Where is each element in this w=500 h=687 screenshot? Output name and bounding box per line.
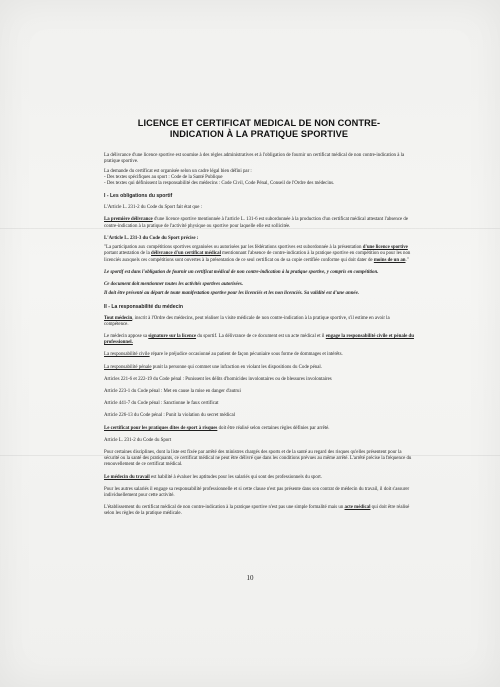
quote-validity-emphasis: moins de un an — [373, 257, 406, 263]
title-line-2: INDICATION À LA PRATIQUE SPORTIVE — [169, 129, 349, 139]
occupational-doctor-emphasis: Le médecin du travail — [104, 474, 150, 480]
document-mention: Ce document doit mentionner toutes les activités sportives autorisées. — [104, 282, 243, 288]
any-doctor-emphasis: Tout médecin — [104, 315, 133, 321]
signature-text-2: du sportif. La délivrance de ce document est un acte médical et il — [196, 334, 326, 340]
intro-bullet-sport: - Des textes spécifiques au sport : Code de la Santé Publique — [104, 174, 223, 180]
quote-part-1: "La participation aux compétitions sportives organisées ou autorisées par les fédérations sportives est subordonnée à la présentation — [104, 245, 363, 251]
penal-text: punit la personne qui commet une infraction en violant les dispositions du Code pénal. — [151, 364, 322, 370]
document-validity: Il doit être présenté au départ de toute manifestation sportive pour les licenciés et les non licenciés. Sa validité est d'une année. — [104, 291, 359, 297]
penal-emphasis: La responsabilité pénale — [104, 364, 152, 370]
civil-text: répare le préjudice occasionné au patient de façon pécuniaire sous forme de dommages et intérêts. — [149, 352, 343, 358]
quote-part-2: portant attestation de la — [104, 251, 151, 257]
risk-sport-emphasis: Le certificat pour les pratiques dites de sport à risques — [104, 425, 218, 431]
signature-emphasis: signature sur la licence — [148, 334, 197, 340]
title-line-1: LICENCE ET CERTIFICAT MEDICAL DE NON CONTRE- — [137, 118, 381, 128]
disciplines-paragraph: Pour certaines disciplines, dont la liste est fixée par arrêté des ministres chargés des sports et de la santé au regard des risques qu'elles présentent pour la sécurité ou la santé des pratiquants, ce certificat médical ne peut être délivré que dans les conditions prévues au même arrêté. L'arrêté précise la fréquence du renouvellement de ce certificat médical. — [104, 450, 412, 468]
quote-licence-emphasis: d'une licence sportive — [362, 245, 408, 251]
medical-act-text-1: L'établissement du certificat médical de non contre-indication à la pratique sportive n'est pas une simple formalité mais un — [104, 505, 345, 511]
any-doctor-text: , inscrit à l'Ordre des médecins, peut réaliser la visite médicale de non contre-indication à la pratique sportive, s'il estime en avoir la compétence. — [104, 315, 390, 327]
quote-part-4: ." — [405, 257, 409, 263]
quote-part-3: mentionnant l'absence de contre-indication à la pratique sportive en compétition ou pour les non licenciés auxquels ces compétitions sont ouvertes à la présentation de ce seul certificat ou de sa copie certifiée conforme qui doit dater de — [104, 251, 411, 263]
signature-paragraph — [104, 334, 414, 346]
occupational-doctor-text: est habilité à évaluer les aptitudes pour les salariés qui sont des professionnels du sport. — [149, 474, 323, 480]
signature-text-1: Le médecin appose sa — [104, 334, 149, 340]
first-delivery-emphasis: La première délivrance — [104, 217, 153, 223]
document-body — [104, 118, 414, 524]
civil-responsibility — [104, 352, 414, 358]
sportif-obligation: Le sportif est dans l'obligation de fournir un certificat médical de non contre-indication à la pratique sportive, y compris en compétition. — [104, 269, 379, 275]
penal-article-3: Article 441-7 du Code pénal : Sanctionne le faux certificat — [104, 401, 219, 407]
any-doctor-paragraph — [104, 316, 414, 328]
intro-legal-frame — [104, 169, 414, 188]
risk-sport-paragraph — [104, 426, 414, 432]
other-employees-paragraph: Pour les autres salariés il engage sa responsabilité professionnelle et si cette clause n'est pas présente dans son contrat de médecin du travail, il doit s'assurer individuellement pour cette activité. — [104, 486, 410, 499]
penal-article-4: Article 226-13 du Code pénal : Punit la violation du secret médical — [104, 413, 236, 419]
intro-frame-text: La demande du certificat est organisée selon un cadre légal bien défini par : — [104, 168, 252, 174]
risk-sport-text: doit être réalisé selon certaines règles définies par arrêté. — [217, 425, 330, 431]
medical-act-text-2: qui doit être réalisé selon les règles de la pratique médicale. — [104, 505, 410, 517]
code-sport-reference: Article L. 231-2 du Code du Sport — [104, 437, 172, 443]
section-1-heading: I - Les obligations du sportif — [104, 193, 173, 200]
page-number: 10 — [246, 574, 254, 582]
penal-article-1: Articles 221-6 et 222-19 du Code pénal : Punissent les délits d'homicides involontaires ou de blessures involontaires — [104, 376, 332, 382]
section-2-heading: II - La responsabilité du médecin — [104, 303, 183, 310]
penal-responsibility — [104, 365, 414, 371]
quote-certificate-emphasis: délivrance d'un certificat médical — [151, 251, 221, 257]
article-l231-3-heading: L'Article L. 231-3 du Code du Sport précise : — [104, 235, 199, 241]
civil-emphasis: La responsabilité civile — [104, 352, 150, 358]
intro-bullet-responsibility: - Des textes qui définissent la responsabilité des médecins : Code Civil, Code Pénal, Conseil de l'Ordre des médecins. — [104, 181, 335, 186]
article-l231-2-intro: L'Article L. 231-2 du Code du Sport fait état que : — [104, 205, 202, 211]
medical-act-emphasis: acte médical — [344, 505, 371, 511]
first-delivery-text: d'une licence sportive mentionnée à l'article L. 131-6 est subordonnée à la production d'un certificat médical attestant l'absence de contre-indication à la pratique de l'activité physique ou sportive pour laquelle elle est sollicitée. — [104, 217, 409, 229]
competition-quote — [104, 245, 414, 264]
first-delivery-paragraph — [104, 217, 414, 229]
intro-paragraph: La délivrance d'une licence sportive est soumise à des règles administratives et à l'obligation de fournir un certificat médical de non contre-indication à la pratique sportive. — [104, 153, 405, 165]
occupational-doctor-paragraph — [104, 475, 414, 481]
document-title — [104, 118, 414, 140]
medical-act-paragraph — [104, 505, 414, 517]
penal-article-2: Article 223-1 du Code pénal : Met en cause la mise en danger d'autrui — [104, 389, 241, 395]
responsibility-emphasis: engage la responsabilité civile et pénale du professionnel. — [104, 334, 414, 346]
